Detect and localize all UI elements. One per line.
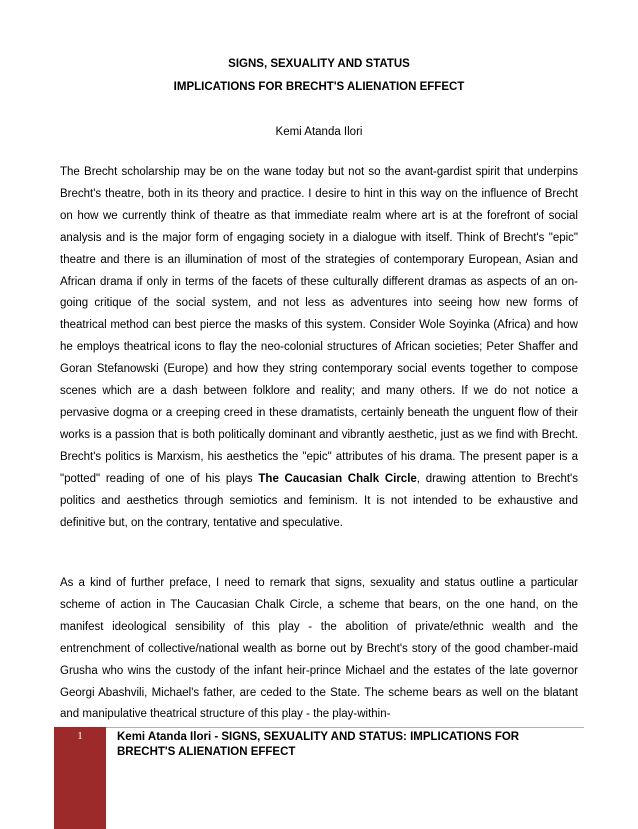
paragraph-2: As a kind of further preface, I need to remark that signs, sexuality and status outline a particular scheme of action in The Caucasian Chalk Circle, a scheme that bears, on the one hand, on the manifest ideological sensibility of this play - the abolition of private/ethnic wealth and the entrenchment of collective/national wealth as borne out by Brecht's story of the good chamber-maid Grusha who wins the custody of the infant heir-prince Michael and the estates of the late governor Georgi Abashvili, Michael's father, are ceded to the State. The scheme bears as well on the blatant and manipulative theatrical structure of this play - the play-within-: [60, 577, 578, 721]
title-line-1: SIGNS, SEXUALITY AND STATUS: [228, 58, 410, 70]
paragraph-1: [60, 162, 578, 534]
paragraph-1-text-after: , drawing attention to Brecht's politics and aesthetics through semiotics and feminism. It is not intended to be exhaustive and definitive but, on the contrary, tentative and speculative.: [60, 472, 578, 529]
author-name: Kemi Atanda Ilori: [275, 126, 363, 138]
title-line-2: IMPLICATIONS FOR BRECHT'S ALIENATION EFFECT: [173, 81, 465, 93]
page-number-box: [54, 727, 106, 829]
footer-rule: [106, 727, 584, 728]
play-title: The Caucasian Chalk Circle: [258, 472, 417, 485]
running-head: Kemi Atanda Ilori - SIGNS, SEXUALITY AND STATUS: IMPLICATIONS FOR BRECHT'S ALIENATION EFFECT: [117, 731, 520, 758]
page-footer: [54, 727, 584, 829]
page-number: 1: [77, 730, 83, 742]
paragraph-1-text-before: The Brecht scholarship may be on the wane today but not so the avant-gardist spirit that underpins Brecht's theatre, both in its theory and practice. I desire to hint in this way on the influence of Brecht on how we currently think of theatre as that immediate realm where art is at the forefront of social analysis and is the major form of engaging society in a dialogue with itself. Think of Brecht's "epic" theatre and there is an illumination of most of the strategies of contemporary European, Asian and African drama if only in terms of the facets of these culturally different dramas as aspects of an on-going critique of the social system, and not less as adventures into seeing how new forms of theatrical method can best pierce the masks of this system. Consider Wole Soyinka (Africa) and how he employs theatrical icons to flay the neo-colonial structures of African societies; Peter Shaffer and Goran Stefanowski (Europe) and how they string contemporary social events together to compose scenes which are a dash between folklore and reality; and many others. If we do not notice a pervasive dogma or a creeping creed in these dramatists, certainly beneath the unguent flow of their works is a passion that is both politically dominant and vibrantly aesthetic, just as we find with Brecht. Brecht's politics is Marxism, his aesthetics the "epic" attributes of his drama. The present paper is a "potted" reading of one of his plays: [60, 166, 578, 485]
